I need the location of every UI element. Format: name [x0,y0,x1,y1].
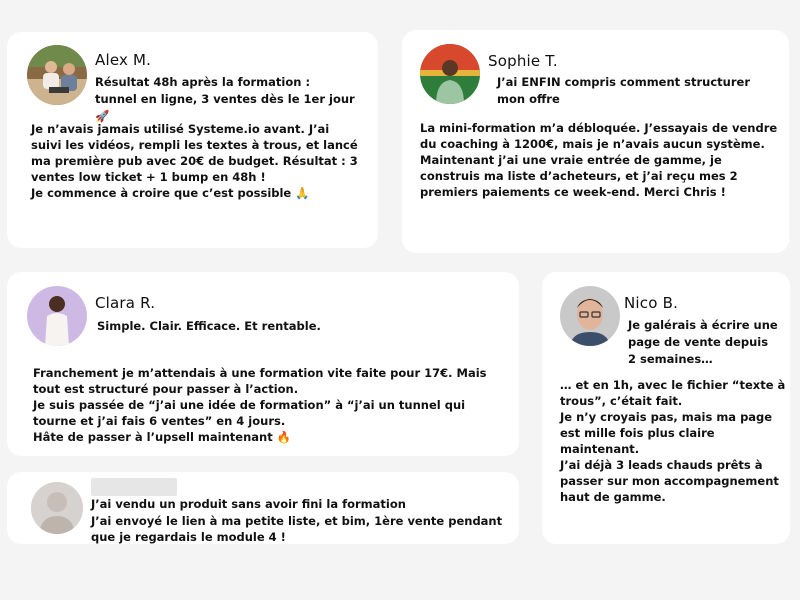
avatar-nico [560,286,620,346]
testimonial-card-clara [7,272,519,456]
avatar-clara-photo-icon [27,286,87,346]
avatar-sophie [420,44,480,104]
testimonial-headline-alex: Résultat 48h après la formation : tunnel en ligne, 3 ventes dès le 1er jour 🚀 [95,75,355,123]
testimonial-body-clara: Franchement je m’attendais à une formation vite faite pour 17€. Mais tout est structuré pour passer à l’action. Je suis passée de “j’ai une idée de formation” à “j’ai un tunnel qui tourne et j’ai fais 6 ventes” en 4 jours. Hâte de passer à l’upsell maintenant 🔥 [33,366,487,444]
testimonial-headline-clara: Simple. Clair. Efficace. Et rentable. [97,319,321,333]
avatar-anonymous [31,482,83,534]
testimonial-headline-anonymous: J’ai vendu un produit sans avoir fini la formation [91,497,406,511]
avatar-anonymous-blurred-icon [31,482,83,534]
testimonial-card-sophie [402,30,789,253]
author-name-sophie: Sophie T. [488,52,558,70]
author-name-clara: Clara R. [95,294,156,312]
avatar-clara [27,286,87,346]
author-name-alex: Alex M. [95,51,152,69]
testimonial-card-alex [7,32,378,248]
author-name-redacted [91,478,177,496]
testimonial-card-anonymous [7,472,519,544]
testimonial-body-sophie: La mini-formation m’a débloquée. J’essayais de vendre du coaching à 1200€, mais je n’avais aucun système. Maintenant j’ai une vraie entrée de gamme, je construis ma liste d’acheteurs, et j’ai reçu mes 2 premiers paiements ce week-end. Merci Chris ! [420,121,778,199]
testimonial-headline-sophie: J’ai ENFIN compris comment structurer mon offre [497,75,751,106]
testimonial-card-nico [542,272,790,544]
avatar-alex-photo-icon [27,45,87,105]
testimonial-body-alex: Je n’avais jamais utilisé Systeme.io avant. J’ai suivi les vidéos, rempli les textes à trous, et lancé ma première pub avec 20€ de budget. Résultat : 3 ventes low ticket + 1 bump en 48h ! Je commence à croire que c’est possible 🙏 [31,122,358,200]
avatar-alex [27,45,87,105]
testimonial-body-nico: … et en 1h, avec le fichier “texte à trous”, c’était fait. Je n’y croyais pas, mais ma page est mille fois plus claire maintenant. J’ai déjà 3 leads chauds prêts à passer sur mon accompagnement haut de gamme. [560,378,786,504]
avatar-nico-photo-icon [560,286,620,346]
avatar-sophie-photo-icon [420,44,480,104]
author-name-nico: Nico B. [624,294,679,312]
testimonial-body-anonymous: J’ai envoyé le lien à ma petite liste, et bim, 1ère vente pendant que je regardais le module 4 ! [91,514,503,544]
testimonial-headline-nico: Je galérais à écrire une page de vente depuis 2 semaines… [628,318,778,366]
